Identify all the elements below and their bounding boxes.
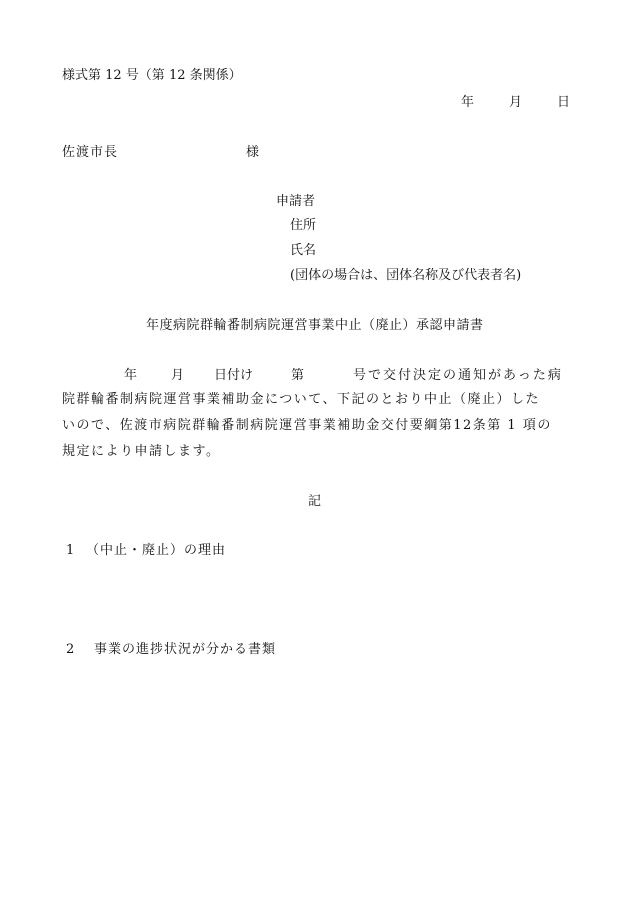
body-line-4: 規定により申請します。 [62, 444, 221, 459]
date-month-label: 月 [509, 95, 523, 110]
applicant-label: 申請者 [276, 194, 316, 209]
applicant-address-label: 住所 [290, 218, 317, 233]
body-line1-rest: 号で交付決定の通知があった病 [353, 368, 563, 383]
body-month-label: 月 [171, 368, 185, 383]
body-line-2: 院群輪番制病院運営事業補助金について、下記のとおり中止（廃止）した [62, 392, 540, 407]
item-2-number: 2 [66, 642, 75, 657]
body-year-label: 年 [124, 368, 138, 383]
item-1-text: （中止・廃止）の理由 [86, 543, 227, 558]
addressee-honorific: 様 [246, 145, 260, 160]
applicant-note: (団体の場合は、団体名称及び代表者名) [290, 268, 522, 283]
body-line-3: いので、佐渡市病院群輪番制病院運営事業補助金交付要綱第12条第 1 項の [62, 418, 552, 433]
item-1-number: 1 [66, 543, 75, 558]
date-year-label: 年 [461, 95, 475, 110]
body-dai-label: 第 [291, 368, 305, 383]
addressee-name: 佐渡市長 [62, 145, 119, 160]
form-number: 様式第 12 号（第 12 条関係） [62, 68, 242, 83]
ki-heading: 記 [308, 494, 322, 509]
date-day-label: 日 [557, 95, 571, 110]
body-day-label: 日付け [214, 368, 254, 383]
applicant-name-label: 氏名 [290, 243, 317, 258]
item-2-text: 事業の進捗状況が分かる書類 [94, 642, 277, 657]
document-title: 年度病院群輪番制病院運営事業中止（廃止）承認申請書 [146, 318, 484, 333]
